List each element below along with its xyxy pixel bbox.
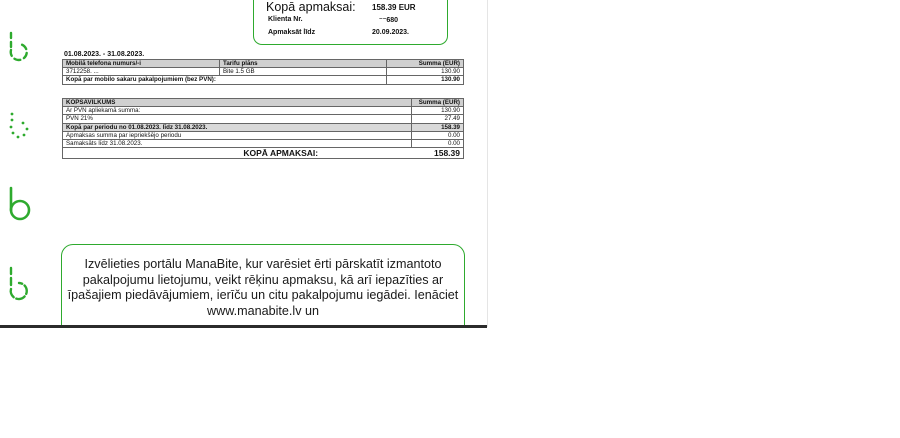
- services-header-row: [63, 60, 464, 68]
- summary-header-row: [63, 99, 464, 107]
- table-row: [63, 107, 464, 115]
- tariff-plan-cell: Bite 1.5 GB: [220, 68, 387, 76]
- subtotal-value: 130.90: [387, 76, 464, 84]
- payment-summary-box: [253, 0, 448, 45]
- grand-total-value: 158.39: [412, 148, 464, 159]
- phone-number-cell: 3712258. ...: [63, 68, 220, 76]
- table-row: [63, 115, 464, 123]
- row-value: 0.00: [412, 139, 464, 147]
- row-value: 27.49: [412, 115, 464, 123]
- table-row: [63, 139, 464, 147]
- row-label: Kopā par periodu no 01.08.2023. līdz 31.08.2023.: [63, 123, 412, 131]
- summary-table: [62, 98, 464, 159]
- bite-logo-dotted-icon: [6, 110, 32, 144]
- due-date-value: 20.09.2023.: [372, 29, 409, 36]
- period-total-row: [63, 123, 464, 131]
- page-divider: [0, 325, 487, 328]
- row-label: PVN 21%: [63, 115, 412, 123]
- row-label: Samaksāts līdz 31.08.2023.: [63, 139, 412, 147]
- grand-total-label: KOPĀ APMAKSAI:: [63, 148, 412, 159]
- promo-text: Izvēlieties portālu ManaBite, kur varēsiet ērti pārskatīt izmantoto pakalpojumu lietojumu, veikt rēķinu apmaksu, kā arī iepazīties ar īpašajiem piedāvājumiem, ierīču un citu pakalpojumu iegādei. Ienāciet www.manabite.lv un: [67, 257, 459, 318]
- row-label: Ar PVN apliekamā summa:: [63, 107, 412, 115]
- summary-header-label: KOPSAVILKUMS: [63, 99, 412, 107]
- header-tariff-plan: Tarifu plāns: [220, 60, 387, 68]
- subtotal-label: Kopā par mobilo sakaru pakalpojumiem (bez PVN):: [63, 76, 387, 84]
- client-number-label: Klienta Nr.: [268, 16, 303, 23]
- table-row: [63, 131, 464, 139]
- billing-period: 01.08.2023. - 31.08.2023.: [64, 51, 145, 58]
- row-value: 0.00: [412, 131, 464, 139]
- row-value: 158.39: [412, 123, 464, 131]
- due-date-label: Apmaksāt līdz: [268, 29, 316, 36]
- page-right-edge: [487, 0, 488, 327]
- row-label: Apmaksas summa par iepriekšējo periodu: [63, 131, 412, 139]
- total-label: Kopā apmaksai:: [266, 0, 356, 14]
- bite-logo-dashed-icon: [6, 31, 32, 65]
- bite-logo-segmented-icon: [6, 266, 32, 302]
- manabite-promo-box: [61, 244, 465, 327]
- bite-logo-solid-icon: [6, 186, 34, 222]
- services-subtotal-row: [63, 76, 464, 84]
- grand-total-row: [63, 148, 464, 159]
- amount-cell: 130.90: [387, 68, 464, 76]
- total-value: 158.39 EUR: [372, 3, 416, 12]
- row-value: 130.90: [412, 107, 464, 115]
- summary-header-amount: Summa (EUR): [412, 99, 464, 107]
- header-amount: Summa (EUR): [387, 60, 464, 68]
- invoice-page: [0, 0, 487, 327]
- client-number-value: ⁻⁻680: [379, 17, 399, 24]
- services-table: [62, 59, 464, 85]
- header-phone-number: Mobilā telefona numurs/-i: [63, 60, 220, 68]
- table-row: [63, 68, 464, 76]
